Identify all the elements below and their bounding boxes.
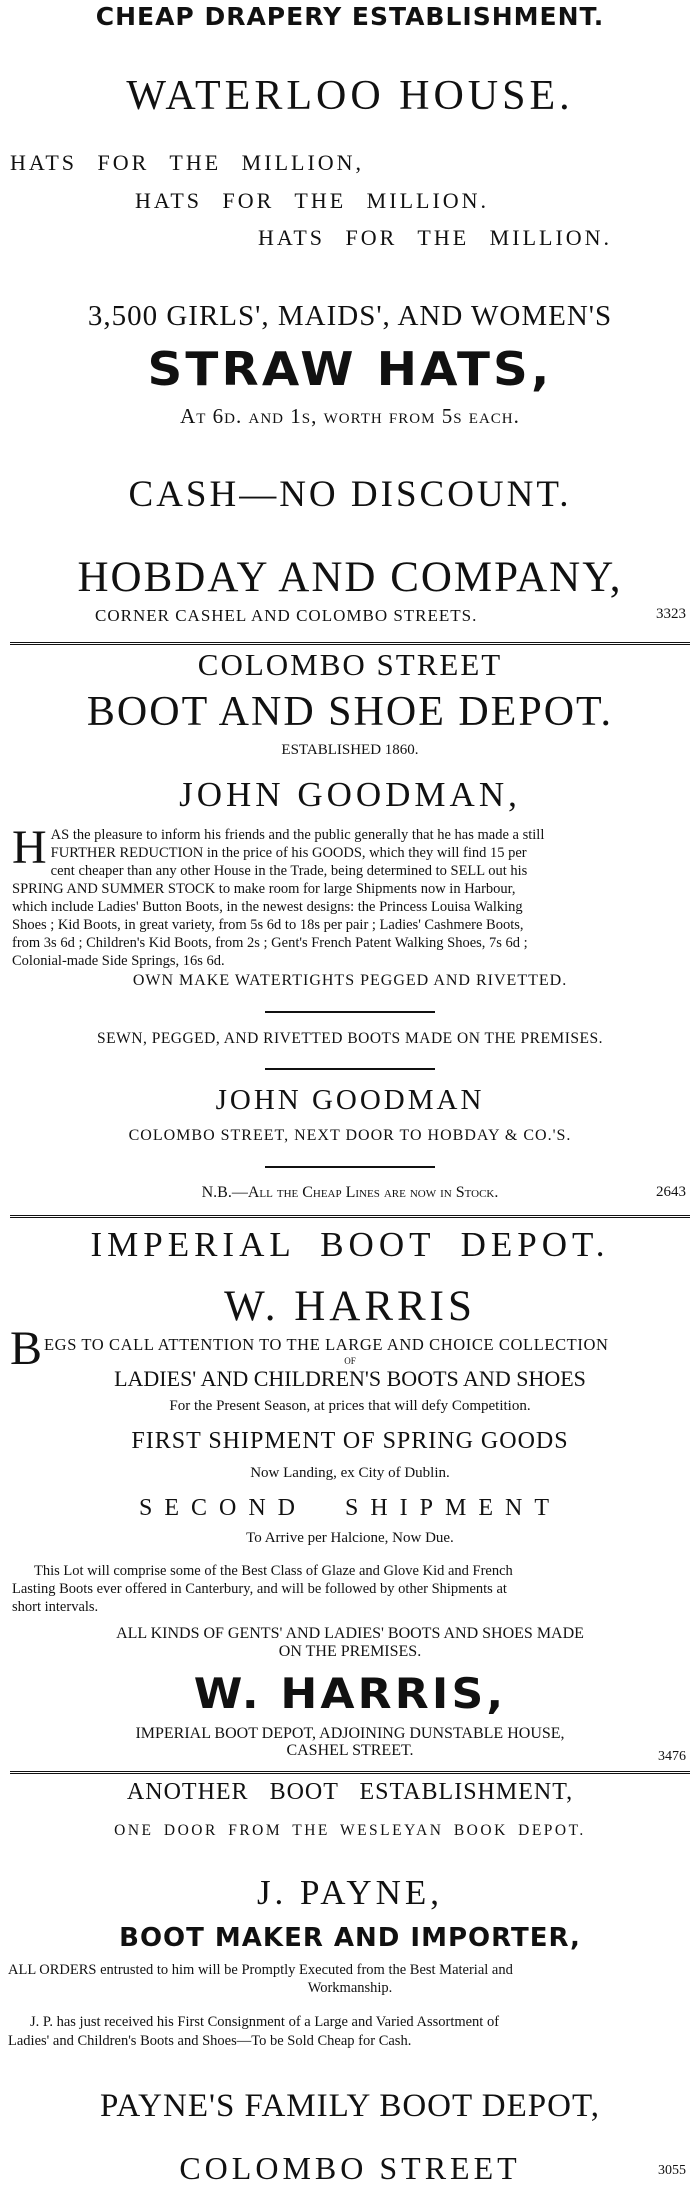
ad2-para-line: SPRING AND SUMMER STOCK to make room for large Shipments now in Harbour, — [12, 881, 516, 897]
ad2-depot: BOOT AND SHOE DEPOT. — [86, 689, 614, 735]
ad1-hats-line-2: HATS FOR THE MILLION. — [135, 188, 490, 213]
ad2-para-line: FURTHER REDUCTION in the price of his GOODS, which they will find 15 per — [50, 845, 527, 861]
ad2-sewn: SEWN, PEGGED, AND RIVETTED BOOTS MADE ON THE PREMISES. — [97, 1030, 603, 1047]
ad2-note: N.B.—All the Cheap Lines are now in Stock. — [201, 1184, 499, 1201]
ad3-name: W. HARRIS — [224, 1283, 476, 1330]
ad3-of: OF — [344, 1356, 356, 1366]
ad1-address: CORNER CASHEL AND COLOMBO STREETS. — [95, 606, 478, 625]
ad2-short-rule-1 — [265, 1011, 435, 1013]
ad1-cash: CASH—NO DISCOUNT. — [128, 474, 572, 515]
ad3-lot-line: This Lot will comprise some of the Best Class of Glaze and Glove Kid and French — [34, 1563, 513, 1579]
ad1-price: At 6d. and 1s, worth from 5s each. — [180, 404, 520, 428]
ad2-para-line: Shoes ; Kid Boots, in great variety, from 5s 6d to 18s per pair ; Ladies' Cashmere Boots, — [12, 917, 524, 933]
ad3-name-2: W. HARRIS, — [193, 1669, 507, 1718]
ad4-another: ANOTHER BOOT ESTABLISHMENT, — [126, 1779, 574, 1805]
ad2-address: COLOMBO STREET, NEXT DOOR TO HOBDAY & CO.'S. — [128, 1127, 572, 1144]
ad1-hats-line-3: HATS FOR THE MILLION. — [258, 225, 613, 250]
ad3-lot — [12, 1562, 688, 1616]
divider-3 — [10, 1771, 690, 1774]
ad1-ref-number: 3323 — [656, 606, 686, 622]
ad2-paragraph — [12, 821, 688, 970]
ad3-lot-line: short intervals. — [12, 1599, 99, 1615]
ad3-address-1: IMPERIAL BOOT DEPOT, ADJOINING DUNSTABLE HOUSE, — [135, 1725, 565, 1742]
ad4-one-door: ONE DOOR FROM THE WESLEYAN BOOK DEPOT. — [114, 1822, 586, 1839]
ad3-address-2: CASHEL STREET. — [286, 1742, 414, 1759]
ad1-straw-hats: STRAW HATS, — [147, 342, 553, 396]
ad3-arrive: To Arrive per Halcione, Now Due. — [246, 1530, 454, 1546]
ad3-ref-number: 3476 — [658, 1749, 686, 1764]
ad4-orders-1: ALL ORDERS entrusted to him will be Promptly Executed from the Best Material and — [8, 1962, 513, 1978]
ad2-ref-number: 2643 — [656, 1184, 686, 1200]
ad3-title: IMPERIAL BOOT DEPOT. — [90, 1225, 610, 1264]
ad4-jp-2: Ladies' and Children's Boots and Shoes—To be Sold Cheap for Cash. — [8, 2033, 412, 2049]
ad3-lot-line: Lasting Boots ever offered in Canterbury, and will be followed by other Shipments at — [12, 1581, 507, 1597]
ad4-name: J. PAYNE, — [256, 1873, 444, 1912]
ad1-hats-line-1: HATS FOR THE MILLION, — [10, 150, 365, 175]
ad3-ladies: LADIES' AND CHILDREN'S BOOTS AND SHOES — [114, 1366, 586, 1391]
ad2-owner-2: JOHN GOODMAN — [215, 1084, 485, 1116]
ad3-all-kinds-2: ON THE PREMISES. — [278, 1643, 422, 1660]
ad1-girls: 3,500 GIRLS', MAIDS', AND WOMEN'S — [87, 300, 613, 332]
ad2-short-rule-2 — [265, 1068, 435, 1070]
ad2-owner: JOHN GOODMAN, — [179, 775, 521, 814]
ad4-maker: BOOT MAKER AND IMPORTER, — [119, 1923, 581, 1953]
ad3-dropcap: B — [10, 1322, 43, 1375]
ad2-para-line: which include Ladies' Button Boots, in the newest designs: the Princess Louisa Walking — [12, 899, 523, 915]
ad3-first: FIRST SHIPMENT OF SPRING GOODS — [131, 1428, 569, 1454]
ad1-name: WATERLOO HOUSE. — [126, 73, 574, 119]
ad3-season: For the Present Season, at prices that will defy Competition. — [169, 1398, 531, 1414]
ad4-jp-1: J. P. has just received his First Consignment of a Large and Varied Assortment of — [30, 2014, 500, 2030]
ad3-all-kinds-1: ALL KINDS OF GENTS' AND LADIES' BOOTS AND SHOES MADE — [116, 1625, 584, 1642]
ad1-header: CHEAP DRAPERY ESTABLISHMENT. — [95, 2, 605, 31]
ad2-established: ESTABLISHED 1860. — [281, 742, 419, 758]
ad1-company: HOBDAY AND COMPANY, — [77, 554, 623, 601]
ad4-family: PAYNE'S FAMILY BOOT DEPOT, — [100, 2088, 600, 2124]
divider-1 — [10, 642, 690, 645]
ad4-street: COLOMBO STREET — [179, 2150, 521, 2186]
ad2-para-line: Colonial-made Side Springs, 16s 6d. — [12, 953, 225, 969]
ad2-short-rule-3 — [265, 1166, 435, 1168]
divider-2 — [10, 1215, 690, 1218]
ad2-para-line: from 3s 6d ; Children's Kid Boots, from 2s ; Gent's French Patent Walking Shoes, 7s 6d ; — [12, 935, 528, 951]
ad3-second: SECOND SHIPMENT — [138, 1495, 562, 1521]
ad2-street: COLOMBO STREET — [197, 647, 503, 682]
ad3-landing: Now Landing, ex City of Dublin. — [250, 1465, 450, 1481]
ad2-para-line: cent cheaper than any other House in the Trade, being determined to SELL out his — [50, 863, 528, 879]
ad4-ref-number: 3055 — [658, 2163, 686, 2178]
ad2-dropcap: H — [12, 821, 47, 874]
ad2-own-make: OWN MAKE WATERTIGHTS PEGGED AND RIVETTED. — [132, 972, 568, 989]
ad2-para-line: AS the pleasure to inform his friends and the public generally that he has made a still — [50, 827, 545, 843]
ad4-orders-2: Workmanship. — [307, 1980, 393, 1996]
ad3-begs: EGS TO CALL ATTENTION TO THE LARGE AND CHOICE COLLECTION — [44, 1335, 609, 1354]
